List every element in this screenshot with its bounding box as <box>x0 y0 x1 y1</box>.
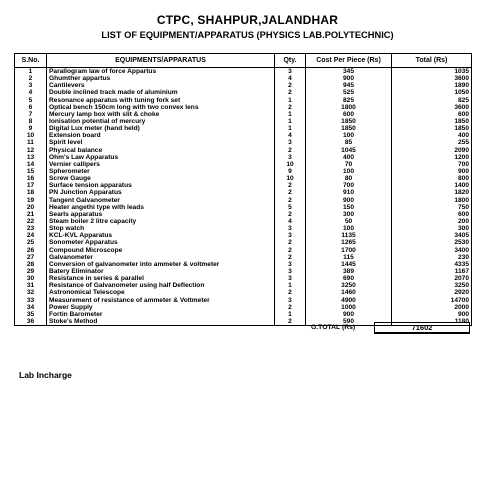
cell-total: 1890 <box>392 82 472 89</box>
table-row <box>15 282 472 289</box>
cell-qty: 3 <box>275 268 306 275</box>
cell-sno: 32 <box>15 289 47 296</box>
cell-total: 2530 <box>392 239 472 246</box>
cell-total: 700 <box>392 161 472 168</box>
cell-sno: 25 <box>15 239 47 246</box>
cell-cost: 1850 <box>306 125 392 132</box>
cell-cost: 600 <box>306 111 392 118</box>
cell-qty: 2 <box>275 147 306 154</box>
cell-cost: 910 <box>306 189 392 196</box>
cell-total: 1200 <box>392 154 472 161</box>
cell-cost: 4900 <box>306 297 392 304</box>
table-row <box>15 297 472 304</box>
cell-sno: 13 <box>15 154 47 161</box>
cell-total: 1400 <box>392 182 472 189</box>
cell-cost: 50 <box>306 218 392 225</box>
cell-qty: 10 <box>275 161 306 168</box>
cell-cost: 900 <box>306 311 392 318</box>
cell-equipment: Resonance apparatus with tuning fork set <box>47 97 275 104</box>
cell-qty: 2 <box>275 304 306 311</box>
cell-cost: 1445 <box>306 261 392 268</box>
cell-qty: 2 <box>275 254 306 261</box>
cell-equipment: Searls apparatus <box>47 211 275 218</box>
cell-qty: 2 <box>275 318 306 326</box>
cell-total: 2000 <box>392 304 472 311</box>
cell-sno: 22 <box>15 218 47 225</box>
cell-total: 4335 <box>392 261 472 268</box>
cell-total: 3250 <box>392 282 472 289</box>
cell-cost: 900 <box>306 75 392 82</box>
cell-cost: 1850 <box>306 118 392 125</box>
cell-qty: 2 <box>275 89 306 96</box>
cell-sno: 31 <box>15 282 47 289</box>
page-title: CTPC, SHAHPUR,JALANDHAR <box>156 13 339 27</box>
cell-total: 230 <box>392 254 472 261</box>
cell-equipment: Galvanometer <box>47 254 275 261</box>
cell-total: 600 <box>392 211 472 218</box>
cell-qty: 1 <box>275 125 306 132</box>
cell-total: 825 <box>392 97 472 104</box>
cell-equipment: Double inclined track made of aluminium <box>47 89 275 96</box>
cell-total: 3400 <box>392 247 472 254</box>
cell-qty: 4 <box>275 132 306 139</box>
cell-total: 200 <box>392 218 472 225</box>
cell-qty: 2 <box>275 189 306 196</box>
table-row <box>15 68 472 76</box>
cell-equipment: Screw Gauge <box>47 175 275 182</box>
cell-cost: 100 <box>306 132 392 139</box>
table-row <box>15 118 472 125</box>
table-row <box>15 182 472 189</box>
cell-qty: 2 <box>275 104 306 111</box>
cell-sno: 28 <box>15 261 47 268</box>
cell-equipment: Resistance of Galvanometer using half Deflection <box>47 282 275 289</box>
cell-qty: 2 <box>275 289 306 296</box>
cell-qty: 9 <box>275 168 306 175</box>
cell-total: 14700 <box>392 297 472 304</box>
cell-total: 2090 <box>392 147 472 154</box>
cell-cost: 100 <box>306 225 392 232</box>
cell-cost: 525 <box>306 89 392 96</box>
cell-qty: 1 <box>275 282 306 289</box>
lab-incharge-label: Lab Incharge <box>19 370 72 380</box>
cell-qty: 3 <box>275 154 306 161</box>
cell-cost: 900 <box>306 197 392 204</box>
cell-total: 1800 <box>392 197 472 204</box>
table-row <box>15 304 472 311</box>
table-row <box>15 104 472 111</box>
cell-qty: 2 <box>275 247 306 254</box>
table-row <box>15 225 472 232</box>
cell-equipment: Conversion of galvanometer into ammeter & voltmeter <box>47 261 275 268</box>
cell-total: 300 <box>392 225 472 232</box>
cell-cost: 1800 <box>306 104 392 111</box>
cell-equipment: Stop watch <box>47 225 275 232</box>
cell-qty: 3 <box>275 297 306 304</box>
cell-cost: 1000 <box>306 304 392 311</box>
table-row <box>15 254 472 261</box>
cell-sno: 12 <box>15 147 47 154</box>
cell-cost: 1700 <box>306 247 392 254</box>
cell-sno: 21 <box>15 211 47 218</box>
cell-equipment: Tangent Galvanometer <box>47 197 275 204</box>
cell-qty: 3 <box>275 261 306 268</box>
cell-qty: 3 <box>275 225 306 232</box>
cell-equipment: Measurement of resistance of ammeter & Voltmeter <box>47 297 275 304</box>
cell-sno: 10 <box>15 132 47 139</box>
cell-sno: 4 <box>15 89 47 96</box>
cell-cost: 3250 <box>306 282 392 289</box>
table-row <box>15 247 472 254</box>
cell-total: 1035 <box>392 68 472 76</box>
table-row <box>15 311 472 318</box>
table-row <box>15 168 472 175</box>
table-row <box>15 275 472 282</box>
cell-cost: 1135 <box>306 232 392 239</box>
cell-qty: 4 <box>275 75 306 82</box>
cell-sno: 11 <box>15 139 47 146</box>
cell-sno: 7 <box>15 111 47 118</box>
cell-sno: 35 <box>15 311 47 318</box>
cell-total: 900 <box>392 168 472 175</box>
cell-sno: 27 <box>15 254 47 261</box>
cell-qty: 3 <box>275 139 306 146</box>
cell-qty: 1 <box>275 118 306 125</box>
cell-equipment: Ghumther appartus <box>47 75 275 82</box>
table-row <box>15 125 472 132</box>
cell-sno: 26 <box>15 247 47 254</box>
col-header-cost: Cost Per Piece (Rs) <box>306 54 392 68</box>
cell-qty: 2 <box>275 239 306 246</box>
table-row <box>15 261 472 268</box>
cell-total: 2920 <box>392 289 472 296</box>
grand-total-label: G.TOTAL (Rs) <box>311 324 356 331</box>
cell-sno: 34 <box>15 304 47 311</box>
cell-equipment: Astronomical Telescope <box>47 289 275 296</box>
cell-equipment: Spirit level <box>47 139 275 146</box>
cell-qty: 1 <box>275 111 306 118</box>
col-header-total: Total (Rs) <box>392 54 472 68</box>
table-row <box>15 82 472 89</box>
table-row <box>15 218 472 225</box>
cell-qty: 2 <box>275 82 306 89</box>
cell-cost: 400 <box>306 154 392 161</box>
cell-total: 1820 <box>392 189 472 196</box>
table-row <box>15 97 472 104</box>
cell-total: 750 <box>392 204 472 211</box>
cell-equipment: Steam boiler 2 litre capacity <box>47 218 275 225</box>
equipment-table <box>14 53 472 326</box>
cell-equipment: Digital Lux meter (hand held) <box>47 125 275 132</box>
cell-equipment: Power Supply <box>47 304 275 311</box>
table-row <box>15 75 472 82</box>
cell-equipment: Cantilevers <box>47 82 275 89</box>
table-row <box>15 239 472 246</box>
cell-cost: 1460 <box>306 289 392 296</box>
cell-equipment: Stoke's Method <box>47 318 275 326</box>
cell-qty: 2 <box>275 197 306 204</box>
cell-sno: 3 <box>15 82 47 89</box>
table-row <box>15 204 472 211</box>
table-row <box>15 89 472 96</box>
cell-total: 600 <box>392 111 472 118</box>
cell-total: 255 <box>392 139 472 146</box>
cell-sno: 24 <box>15 232 47 239</box>
cell-cost: 825 <box>306 97 392 104</box>
table-row <box>15 139 472 146</box>
cell-cost: 100 <box>306 168 392 175</box>
cell-total: 400 <box>392 132 472 139</box>
cell-total: 3600 <box>392 75 472 82</box>
cell-equipment: Compound Microscope <box>47 247 275 254</box>
cell-qty: 5 <box>275 204 306 211</box>
cell-cost: 690 <box>306 275 392 282</box>
cell-total: 1850 <box>392 118 472 125</box>
page-subtitle: LIST OF EQUIPMENT/APPARATUS (PHYSICS LAB.POLYTECHNIC) <box>101 30 394 40</box>
cell-sno: 6 <box>15 104 47 111</box>
cell-total: 1167 <box>392 268 472 275</box>
cell-equipment: Spherometer <box>47 168 275 175</box>
cell-qty: 2 <box>275 182 306 189</box>
cell-qty: 4 <box>275 218 306 225</box>
cell-equipment: Resistance in series & parallel <box>47 275 275 282</box>
cell-total: 3600 <box>392 104 472 111</box>
table-header-row <box>15 54 472 68</box>
cell-total: 1050 <box>392 89 472 96</box>
cell-total: 1180 <box>392 318 472 326</box>
cell-qty: 1 <box>275 311 306 318</box>
cell-cost: 700 <box>306 182 392 189</box>
cell-sno: 1 <box>15 68 47 76</box>
cell-equipment: Surface tension apparatus <box>47 182 275 189</box>
table-row <box>15 132 472 139</box>
cell-total: 1850 <box>392 125 472 132</box>
cell-equipment: Mercury lamp box with slit & choke <box>47 111 275 118</box>
cell-qty: 3 <box>275 275 306 282</box>
cell-sno: 30 <box>15 275 47 282</box>
col-header-sno: S.No. <box>15 54 47 68</box>
cell-equipment: PN Junction Apparatus <box>47 189 275 196</box>
cell-equipment: Physical balance <box>47 147 275 154</box>
table-row <box>15 161 472 168</box>
table-row <box>15 175 472 182</box>
table-row <box>15 232 472 239</box>
cell-total: 3405 <box>392 232 472 239</box>
cell-cost: 80 <box>306 175 392 182</box>
cell-cost: 389 <box>306 268 392 275</box>
cell-cost: 590 <box>306 318 392 326</box>
table-row <box>15 189 472 196</box>
cell-sno: 23 <box>15 225 47 232</box>
cell-cost: 945 <box>306 82 392 89</box>
cell-equipment: Heater angethi type with leads <box>47 204 275 211</box>
cell-cost: 1265 <box>306 239 392 246</box>
cell-equipment: Ohm's Law Apparatus <box>47 154 275 161</box>
cell-total: 900 <box>392 311 472 318</box>
cell-qty: 3 <box>275 68 306 76</box>
cell-sno: 2 <box>15 75 47 82</box>
cell-equipment: KCL-KVL Apparatus <box>47 232 275 239</box>
cell-sno: 8 <box>15 118 47 125</box>
cell-total: 2070 <box>392 275 472 282</box>
table-row <box>15 289 472 296</box>
cell-sno: 17 <box>15 182 47 189</box>
cell-qty: 2 <box>275 211 306 218</box>
cell-cost: 150 <box>306 204 392 211</box>
cell-sno: 16 <box>15 175 47 182</box>
cell-sno: 29 <box>15 268 47 275</box>
table-row <box>15 147 472 154</box>
cell-qty: 10 <box>275 175 306 182</box>
cell-equipment: Parallogram law of force Appartus <box>47 68 275 76</box>
cell-cost: 85 <box>306 139 392 146</box>
cell-sno: 5 <box>15 97 47 104</box>
table-row <box>15 268 472 275</box>
cell-sno: 36 <box>15 318 47 326</box>
col-header-qty: Qty. <box>275 54 306 68</box>
col-header-equipment: EQUIPMENTS/APPARATUS <box>47 54 275 68</box>
cell-cost: 115 <box>306 254 392 261</box>
cell-equipment: Fortin Barometer <box>47 311 275 318</box>
cell-sno: 19 <box>15 197 47 204</box>
cell-sno: 33 <box>15 297 47 304</box>
cell-cost: 300 <box>306 211 392 218</box>
cell-sno: 14 <box>15 161 47 168</box>
cell-equipment: Vernier callipers <box>47 161 275 168</box>
cell-sno: 9 <box>15 125 47 132</box>
cell-sno: 20 <box>15 204 47 211</box>
cell-cost: 70 <box>306 161 392 168</box>
table-row <box>15 154 472 161</box>
cell-cost: 345 <box>306 68 392 76</box>
grand-total-value: 71602 <box>374 322 470 334</box>
cell-total: 800 <box>392 175 472 182</box>
cell-cost: 1045 <box>306 147 392 154</box>
cell-sno: 15 <box>15 168 47 175</box>
cell-equipment: Extension board <box>47 132 275 139</box>
cell-equipment: Batery Eliminator <box>47 268 275 275</box>
cell-equipment: Ionisation potential of mercury <box>47 118 275 125</box>
cell-qty: 1 <box>275 97 306 104</box>
table-row <box>15 197 472 204</box>
cell-equipment: Sonometer Apparatus <box>47 239 275 246</box>
table-row <box>15 211 472 218</box>
cell-equipment: Optical bench 150cm long with two convex lens <box>47 104 275 111</box>
table-row <box>15 111 472 118</box>
cell-qty: 3 <box>275 232 306 239</box>
cell-sno: 18 <box>15 189 47 196</box>
